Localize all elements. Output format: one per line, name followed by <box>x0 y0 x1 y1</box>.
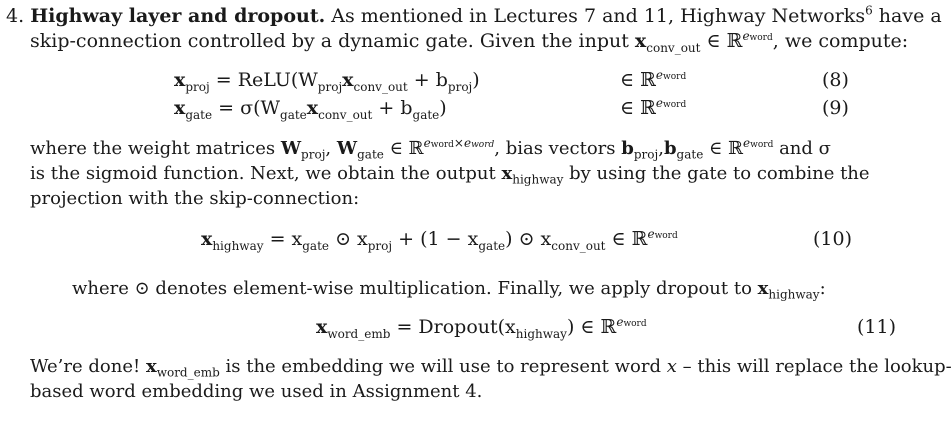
member-1: ∈ ℝ <box>389 138 424 159</box>
equation-11 <box>316 315 647 339</box>
para3-x: x <box>757 278 769 299</box>
sup-e-1: e <box>423 136 431 150</box>
x-highway-sub: highway <box>512 172 564 187</box>
eq8-close: ) <box>472 69 480 91</box>
equation-9-number: (9) <box>822 97 849 119</box>
eq9-rhs: = σ(W <box>218 97 281 119</box>
w-gate-sub: gate <box>357 147 384 162</box>
eq8-w-sub: proj <box>317 79 343 94</box>
para2-line-3: projection with the skip-connection: <box>30 188 360 209</box>
eq8-member: ∈ ℝ <box>620 69 656 91</box>
eq10-sub-d: gate <box>478 238 506 253</box>
eq11-b: = Dropout(x <box>396 316 516 338</box>
eq11-sup-sub: word <box>623 318 647 329</box>
para4-x-sub: word_emb <box>156 365 220 380</box>
x-highway: x <box>501 163 513 184</box>
comma-2: , <box>658 138 664 159</box>
comma: , <box>325 138 332 159</box>
eq8-b-sub: proj <box>447 79 473 94</box>
eq11-x: x <box>316 316 328 338</box>
b-gate-sub: gate <box>676 147 704 162</box>
sup-word-2: word <box>471 140 495 150</box>
equation-8-membership <box>620 68 686 92</box>
eq11-c: ) ∈ ℝ <box>566 316 617 338</box>
eq9-lhs: x <box>174 97 186 119</box>
para2-line-2 <box>30 162 870 186</box>
intro-line-2 <box>30 29 908 53</box>
para2-line2-b: by using the gate to combine the <box>569 163 870 184</box>
para4-text: is the embedding we will use to represent word <box>225 356 661 377</box>
para2-text-a: where the weight matrices <box>30 138 276 159</box>
eq10-c: ⊙ x <box>335 228 368 250</box>
para2-text-c: and σ <box>779 138 831 159</box>
eq9-b-sub: gate <box>412 107 440 122</box>
eq10-f: ∈ ℝ <box>611 228 648 250</box>
member-2: ∈ ℝ <box>709 138 744 159</box>
para4-var: x <box>666 356 677 377</box>
w-proj: W <box>280 138 302 159</box>
b-gate: b <box>663 138 677 159</box>
para3-colon: : <box>819 278 826 299</box>
equation-9 <box>174 96 447 120</box>
eq9-x-sub: conv_out <box>318 107 373 122</box>
eq10-sup-sub: word <box>654 230 678 241</box>
equation-10 <box>201 227 678 251</box>
eq9-lhs-sub: gate <box>185 107 213 122</box>
eq10-sub-c: proj <box>367 238 393 253</box>
intro-line-2-text: skip-connection controlled by a dynamic gate. Given the input <box>30 30 629 52</box>
var-sub: conv_out <box>646 40 701 55</box>
sup-times-e: ×e <box>453 136 472 150</box>
eq10-sup: e <box>647 226 655 241</box>
equation-10-number: (10) <box>813 228 853 250</box>
eq10-e: ) ⊙ x <box>505 228 552 250</box>
member-symbol: ∈ ℝ <box>706 30 743 52</box>
eq10-sub-b: gate <box>302 238 330 253</box>
para4-line-2: based word embedding we used in Assignment 4. <box>30 381 483 402</box>
eq9-x: x <box>306 97 319 119</box>
eq8-x-sub: conv_out <box>353 79 408 94</box>
sup-word-3: word <box>750 140 774 150</box>
intro-line-2-tail: , we compute: <box>772 30 909 52</box>
b-proj-sub: proj <box>633 147 659 162</box>
eq9-member: ∈ ℝ <box>620 97 656 119</box>
equation-11-number: (11) <box>857 316 897 338</box>
eq9-plus-b: + b <box>378 97 413 119</box>
problem-title: Highway layer and dropout. <box>30 5 326 27</box>
para4-tail: – this will replace the lookup- <box>682 356 952 377</box>
eq8-plus-b: + b <box>413 69 448 91</box>
footnote-marker: 6 <box>865 3 873 18</box>
para3-text: where ⊙ denotes element-wise multiplication. Finally, we apply dropout to <box>72 278 752 299</box>
eq8-lhs: x <box>174 69 186 91</box>
sup-sub: word <box>749 32 773 43</box>
problem-heading <box>6 4 942 28</box>
eq10-d: + (1 − x <box>398 228 479 250</box>
para4-line-1 <box>30 355 952 379</box>
w-gate: W <box>336 138 358 159</box>
eq10-sub-e: conv_out <box>551 238 606 253</box>
eq10-b: = x <box>269 228 303 250</box>
para2-text-b: , bias vectors <box>494 138 616 159</box>
eq10-sub-a: highway <box>212 238 264 253</box>
eq9-close: ) <box>439 97 447 119</box>
equation-8-number: (8) <box>822 69 849 91</box>
eq8-lhs-sub: proj <box>185 79 210 94</box>
sup-e: e <box>742 28 750 43</box>
intro-text: As mentioned in Lectures 7 and 11, Highway Networks <box>331 5 866 27</box>
var-x-conv-out: x <box>634 30 647 52</box>
eq8-member-sup: e <box>655 67 664 82</box>
eq10-x: x <box>201 228 213 250</box>
w-proj-sub: proj <box>301 147 326 162</box>
sup-word-1: word <box>430 140 454 150</box>
para2-line-1 <box>30 137 831 161</box>
para2-line2-a: is the sigmoid function. Next, we obtain the output <box>30 163 496 184</box>
para3-line <box>72 277 826 301</box>
equation-9-membership <box>620 96 686 120</box>
para3-x-sub: highway <box>768 287 820 302</box>
eq9-member-sup-sub: word <box>663 99 687 110</box>
eq8-x: x <box>342 69 354 91</box>
b-proj: b <box>621 138 634 159</box>
para4-done: We’re done! <box>30 356 141 377</box>
eq11-sub-a: word_emb <box>327 326 391 341</box>
eq11-sup: e <box>616 314 624 329</box>
problem-number: 4. <box>6 5 25 27</box>
intro-tail: have a <box>878 5 942 27</box>
sup-e-2: e <box>743 136 751 150</box>
eq9-w-sub: gate <box>280 107 307 122</box>
eq11-sub-b: highway <box>515 326 567 341</box>
equation-8 <box>174 68 480 92</box>
para4-x: x <box>145 356 157 377</box>
eq8-member-sup-sub: word <box>663 71 687 82</box>
eq8-rhs: = ReLU(W <box>215 69 318 91</box>
eq9-member-sup: e <box>655 95 664 110</box>
